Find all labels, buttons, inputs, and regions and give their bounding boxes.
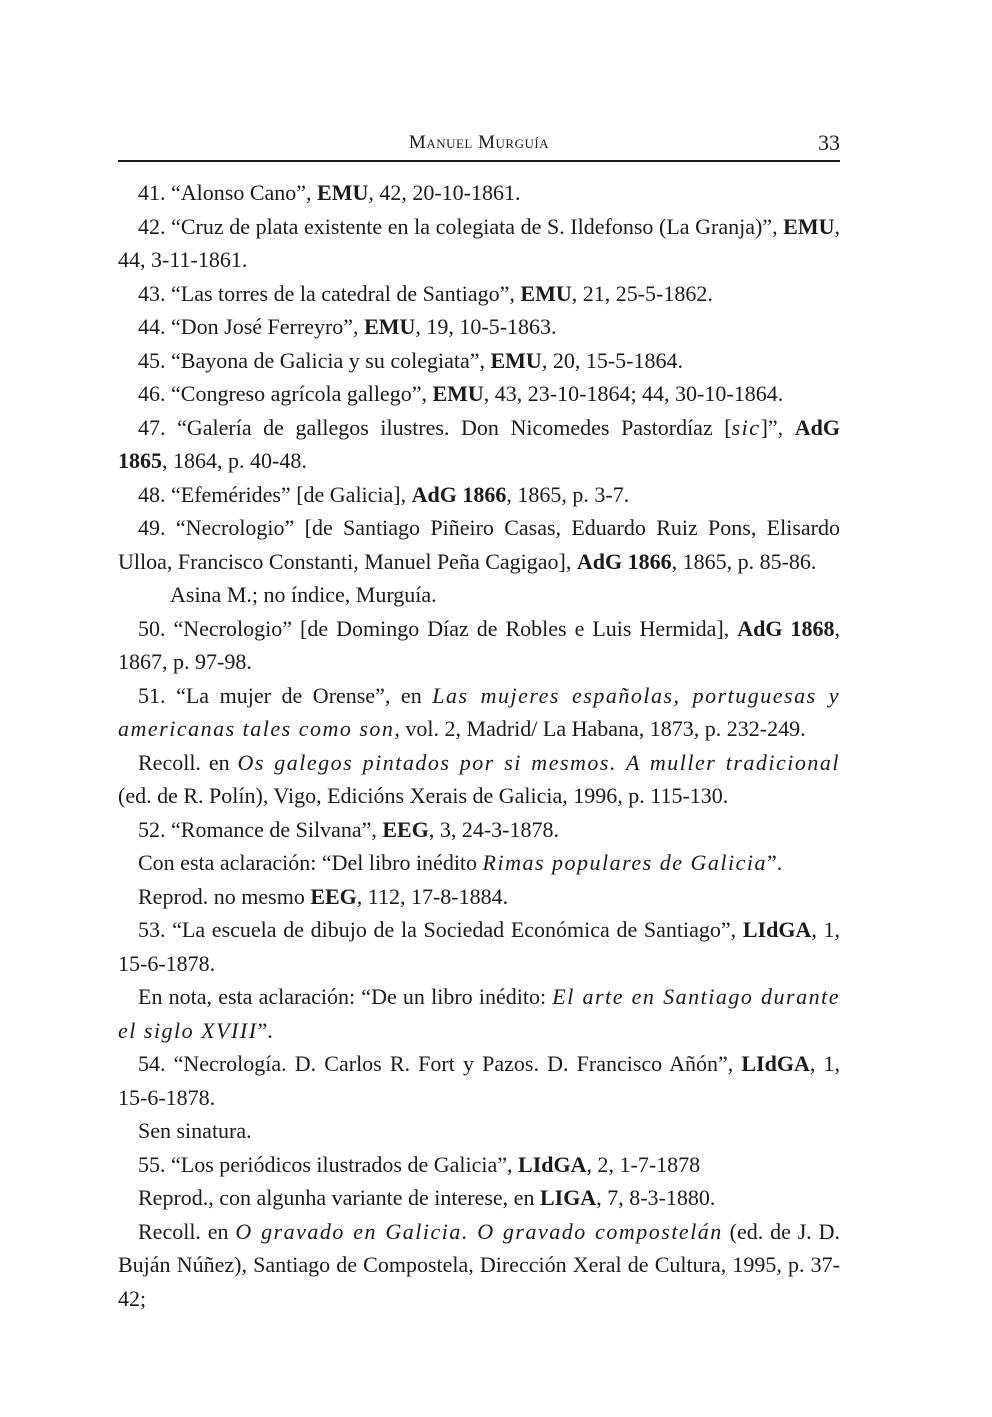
entry-50: 50. “Necrologio” [de Domingo Díaz de Robles e Luis Hermida], AdG 1868, 1867, p. 97-98. bbox=[118, 615, 840, 674]
entry-45: 45. “Bayona de Galicia y su colegiata”, EMU, 20, 15-5-1864. bbox=[138, 347, 683, 373]
entry-48: 48. “Efemérides” [de Galicia], AdG 1866, 1865, p. 3-7. bbox=[138, 481, 630, 507]
entry-51: 51. “La mujer de Orense”, en Las mujeres españolas, portuguesas y americanas tales como son, vol. 2, Madrid/ La Habana, 1873, p. 232-249. bbox=[118, 682, 840, 741]
entry-54-note: Sen sinatura. bbox=[138, 1118, 252, 1143]
page-number: 33 bbox=[818, 130, 840, 155]
entry-52-reprod: Reprod. no mesmo EEG, 112, 17-8-1884. bbox=[138, 883, 509, 909]
entry-46: 46. “Congreso agrícola gallego”, EMU, 43, 23-10-1864; 44, 30-10-1864. bbox=[138, 381, 784, 406]
entry-52: 52. “Romance de Silvana”, EEG, 3, 24-3-1878. bbox=[138, 816, 559, 842]
entry-53-note: En nota, esta aclaración: “De un libro inédito: El arte en Santiago durante el siglo XVIII”. bbox=[118, 984, 840, 1043]
entry-41: 41. “Alonso Cano”, EMU, 42, 20-10-1861. bbox=[138, 180, 521, 205]
entry-51-note: Recoll. en Os galegos pintados por si mesmos. A muller tradicional (ed. de R. Polín), Vigo, Edicións Xerais de Galicia, 1996, p. 115-130. bbox=[118, 749, 840, 808]
entry-44: 44. “Don José Ferreyro”, EMU, 19, 10-5-1863. bbox=[138, 314, 557, 339]
entry-43: 43. “Las torres de la catedral de Santiago”, EMU, 21, 25-5-1862. bbox=[138, 280, 713, 306]
entry-52-note: Con esta aclaración: “Del libro inédito Rimas populares de Galicia”. bbox=[138, 850, 783, 875]
entry-54: 54. “Necrología. D. Carlos R. Fort y Pazos. D. Francisco Añón”, LIdGA, 1, 15-6-1878. bbox=[118, 1051, 840, 1110]
entry-42: 42. “Cruz de plata existente en la colegiata de S. Ildefonso (La Granja)”, EMU, 44, 3-11-1861. bbox=[118, 213, 840, 272]
entry-49: 49. “Necrologio” [de Santiago Piñeiro Casas, Eduardo Ruiz Pons, Elisardo Ulloa, Francisco Constanti, Manuel Peña Cagigao], AdG 1866, 1865, p. 85-86. bbox=[118, 515, 840, 574]
entry-55-recoll: Recoll. en O gravado en Galicia. O gravado compostelán (ed. de J. D. Buján Núñez), Santiago de Compostela, Dirección Xeral de Cultura, 1995, p. 37-42; bbox=[118, 1218, 840, 1311]
entry-47: 47. “Galería de gallegos ilustres. Don Nicomedes Pastordíaz [sic]”, AdG 1865, 1864, p. 40-48. bbox=[118, 414, 841, 473]
entry-55: 55. “Los periódicos ilustrados de Galicia”, LIdGA, 2, 1-7-1878 bbox=[138, 1151, 701, 1177]
entry-53: 53. “La escuela de dibujo de la Sociedad Económica de Santiago”, LIdGA, 1, 15-6-1878. bbox=[118, 917, 840, 976]
entry-55-reprod: Reprod., con algunha variante de interese, en LIGA, 7, 8-3-1880. bbox=[138, 1185, 716, 1210]
entry-49-note: Asina M.; no índice, Murguía. bbox=[170, 582, 437, 607]
bibliography-list bbox=[118, 176, 840, 1315]
running-head: Manuel Murguía bbox=[408, 132, 550, 153]
page-header bbox=[118, 130, 840, 162]
